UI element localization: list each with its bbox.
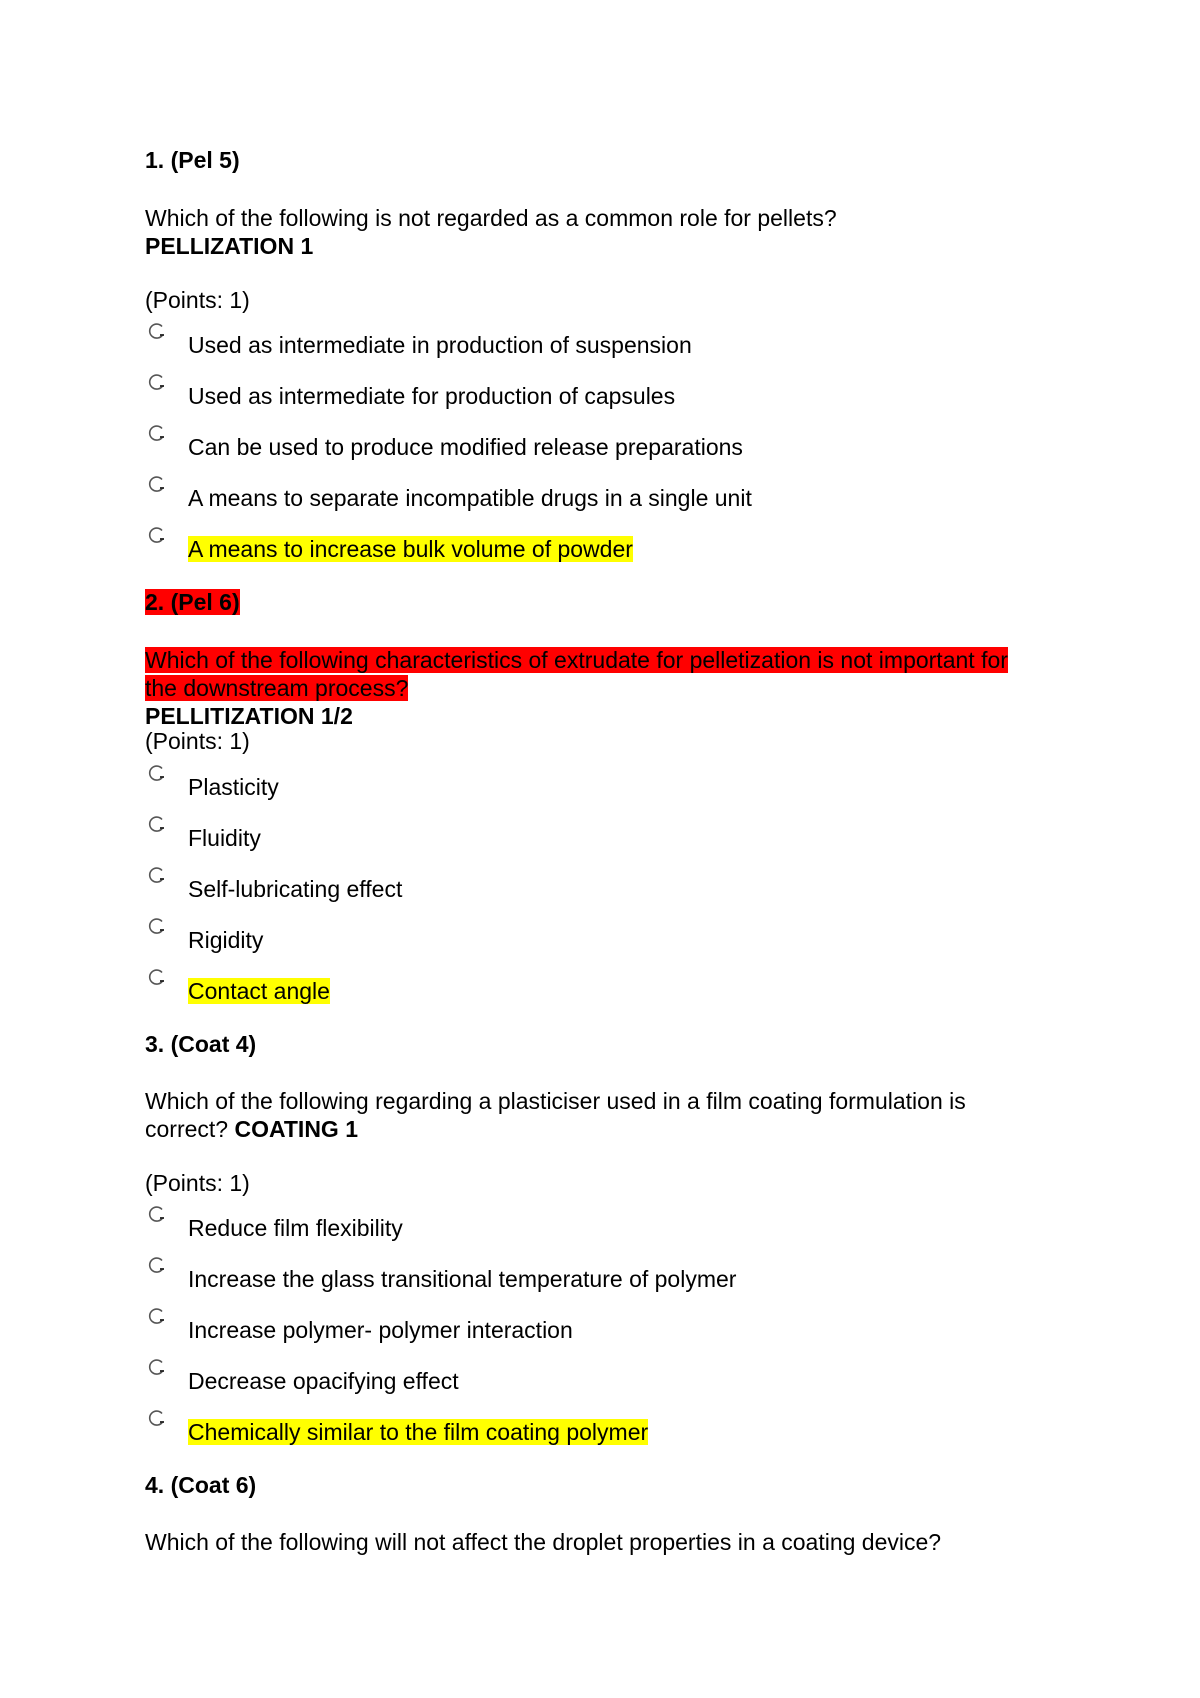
- radio-button-icon[interactable]: [148, 1358, 166, 1380]
- question-3-text-line-2: [145, 1115, 358, 1143]
- question-2-answer-highlight: Contact angle: [188, 978, 330, 1004]
- question-2-topic: PELLITIZATION 1/2: [145, 703, 353, 729]
- question-1-option-2[interactable]: Used as intermediate for production of capsules: [188, 383, 676, 409]
- question-2-option-4[interactable]: Rigidity: [188, 927, 264, 953]
- question-3-answer-highlight: Chemically similar to the film coating polymer: [188, 1419, 649, 1445]
- question-2-text-line-1: [145, 646, 1008, 674]
- question-2-heading-highlight: [145, 589, 240, 615]
- question-2-number: 2.: [145, 589, 165, 615]
- question-1-option-3[interactable]: Can be used to produce modified release preparations: [188, 434, 743, 460]
- radio-button-icon[interactable]: [148, 424, 166, 446]
- question-1-answer-highlight: A means to increase bulk volume of powder: [188, 536, 633, 562]
- radio-button-icon[interactable]: [148, 866, 166, 888]
- question-2-code: (Pel 6): [170, 589, 240, 615]
- question-3-topic: COATING 1: [234, 1116, 359, 1142]
- question-1-option-4[interactable]: A means to separate incompatible drugs in a single unit: [188, 485, 752, 511]
- question-3-option-5[interactable]: [188, 1418, 648, 1446]
- radio-button-icon[interactable]: [148, 1205, 166, 1227]
- question-3-option-2[interactable]: Increase the glass transitional temperature of polymer: [188, 1266, 737, 1292]
- question-2-option-5[interactable]: [188, 977, 330, 1005]
- question-2-option-2[interactable]: Fluidity: [188, 825, 261, 851]
- radio-button-icon[interactable]: [148, 526, 166, 548]
- question-3-number: 3.: [145, 1031, 165, 1057]
- question-3-points: (Points: 1): [145, 1170, 250, 1196]
- radio-button-icon[interactable]: [148, 815, 166, 837]
- question-3-text-line-1: Which of the following regarding a plasticiser used in a film coating formulation is: [145, 1088, 966, 1114]
- question-2-option-3[interactable]: Self-lubricating effect: [188, 876, 403, 902]
- question-4-code: (Coat 6): [170, 1472, 257, 1498]
- question-1-topic: PELLIZATION 1: [145, 233, 314, 259]
- question-3-code: (Coat 4): [170, 1031, 257, 1057]
- radio-button-icon[interactable]: [148, 1307, 166, 1329]
- question-1-code: (Pel 5): [170, 147, 240, 173]
- radio-button-icon[interactable]: [148, 1409, 166, 1431]
- radio-button-icon[interactable]: [148, 475, 166, 497]
- question-3-option-4[interactable]: Decrease opacifying effect: [188, 1368, 459, 1394]
- question-2-text-highlight-2: the downstream process?: [145, 675, 409, 701]
- question-2-text-line-2: [145, 674, 408, 702]
- question-3-text-line-2-text: correct?: [145, 1116, 229, 1142]
- question-2-option-1[interactable]: Plasticity: [188, 774, 279, 800]
- question-1-heading: [145, 146, 240, 174]
- question-3-option-1[interactable]: Reduce film flexibility: [188, 1215, 403, 1241]
- question-1-points: (Points: 1): [145, 287, 250, 313]
- question-1-number: 1.: [145, 147, 165, 173]
- question-1-option-1[interactable]: Used as intermediate in production of suspension: [188, 332, 692, 358]
- question-3-heading: [145, 1030, 256, 1058]
- question-2-heading: [145, 588, 240, 616]
- radio-button-icon[interactable]: [148, 373, 166, 395]
- question-4-heading: [145, 1471, 256, 1499]
- question-3-option-3[interactable]: Increase polymer- polymer interaction: [188, 1317, 573, 1343]
- question-4-text: Which of the following will not affect the droplet properties in a coating device?: [145, 1529, 942, 1555]
- radio-button-icon[interactable]: [148, 1256, 166, 1278]
- question-2-text-highlight-1: Which of the following characteristics of extrudate for pelletization is not important for: [145, 647, 1008, 673]
- question-1-text: Which of the following is not regarded as a common role for pellets?: [145, 205, 837, 231]
- radio-button-icon[interactable]: [148, 968, 166, 990]
- question-2-points: (Points: 1): [145, 728, 250, 754]
- question-1-option-5[interactable]: [188, 535, 633, 563]
- radio-button-icon[interactable]: [148, 322, 166, 344]
- radio-button-icon[interactable]: [148, 764, 166, 786]
- radio-button-icon[interactable]: [148, 917, 166, 939]
- question-4-number: 4.: [145, 1472, 165, 1498]
